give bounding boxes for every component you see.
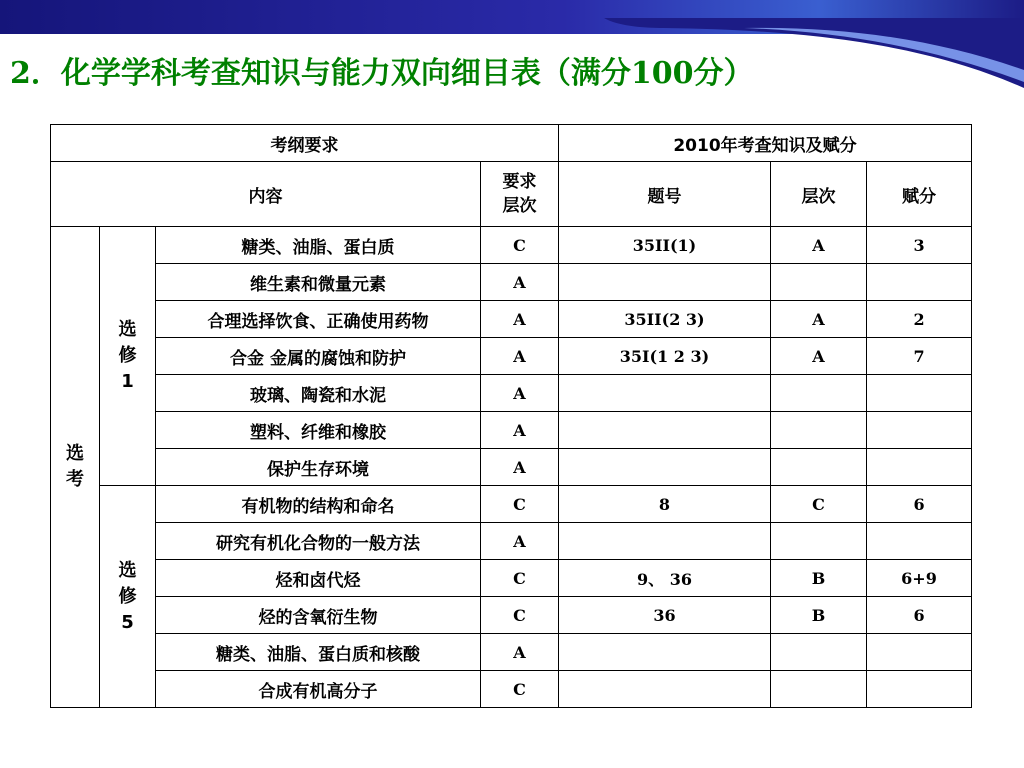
header-requirement-level-line2: 层次	[502, 196, 537, 216]
cell-content: 玻璃、陶瓷和水泥	[156, 375, 481, 412]
cell-content: 烃和卤代烃	[156, 560, 481, 597]
cell-score	[867, 412, 972, 449]
cell-level	[771, 264, 867, 301]
cell-content: 维生素和微量元素	[156, 264, 481, 301]
header-level: 层次	[771, 162, 867, 227]
table-row	[51, 671, 972, 708]
cell-content: 糖类、油脂、蛋白质	[156, 227, 481, 264]
cell-requirement: C	[481, 227, 559, 264]
cell-content: 糖类、油脂、蛋白质和核酸	[156, 634, 481, 671]
table-row	[51, 264, 972, 301]
cell-question-number: 35I(1 2 3)	[559, 338, 771, 375]
header-row-1	[51, 125, 972, 162]
header-requirement-level-line1: 要求	[502, 172, 537, 192]
cell-level	[771, 671, 867, 708]
cell-score: 6	[867, 486, 972, 523]
cell-requirement: C	[481, 671, 559, 708]
header-content: 内容	[51, 162, 481, 227]
cell-score	[867, 523, 972, 560]
cell-requirement: A	[481, 634, 559, 671]
cell-requirement: A	[481, 449, 559, 486]
table-row	[51, 375, 972, 412]
cell-question-number	[559, 264, 771, 301]
cell-question-number	[559, 412, 771, 449]
cell-requirement: A	[481, 412, 559, 449]
cell-requirement: C	[481, 597, 559, 634]
table-row	[51, 227, 972, 264]
group-label-elective-5: 选 修 5	[100, 486, 156, 708]
cell-content: 合金 金属的腐蚀和防护	[156, 338, 481, 375]
cell-question-number	[559, 375, 771, 412]
cell-score	[867, 449, 972, 486]
cell-score: 2	[867, 301, 972, 338]
cell-question-number: 35II(2 3)	[559, 301, 771, 338]
cell-requirement: A	[481, 301, 559, 338]
cell-content: 研究有机化合物的一般方法	[156, 523, 481, 560]
page-title: 2．化学学科考查知识与能力双向细目表（满分100分）	[10, 56, 754, 91]
cell-content: 塑料、纤维和橡胶	[156, 412, 481, 449]
table-row	[51, 301, 972, 338]
cell-question-number: 36	[559, 597, 771, 634]
specification-table	[50, 124, 972, 708]
cell-content: 保护生存环境	[156, 449, 481, 486]
group-label-elective-1: 选 修 1	[100, 227, 156, 486]
header-question-number: 题号	[559, 162, 771, 227]
table-row	[51, 597, 972, 634]
cell-level	[771, 634, 867, 671]
cell-level: B	[771, 560, 867, 597]
table-row	[51, 560, 972, 597]
cell-score: 6	[867, 597, 972, 634]
header-2010-exam: 2010年考查知识及赋分	[559, 125, 972, 162]
cell-score: 7	[867, 338, 972, 375]
cell-score	[867, 264, 972, 301]
cell-requirement: C	[481, 486, 559, 523]
cell-level	[771, 449, 867, 486]
header-syllabus-requirement: 考纲要求	[51, 125, 559, 162]
table-row	[51, 634, 972, 671]
cell-requirement: A	[481, 264, 559, 301]
cell-question-number: 35II(1)	[559, 227, 771, 264]
cell-score	[867, 375, 972, 412]
cell-score: 3	[867, 227, 972, 264]
cell-content: 合成有机高分子	[156, 671, 481, 708]
cell-question-number	[559, 449, 771, 486]
cell-content: 烃的含氧衍生物	[156, 597, 481, 634]
cell-level	[771, 375, 867, 412]
group-label-elective: 选 考	[51, 227, 100, 708]
header-requirement-level	[481, 162, 559, 227]
cell-score: 6+9	[867, 560, 972, 597]
table-row	[51, 412, 972, 449]
table-row	[51, 338, 972, 375]
cell-requirement: A	[481, 523, 559, 560]
cell-requirement: A	[481, 375, 559, 412]
cell-requirement: C	[481, 560, 559, 597]
cell-question-number: 9、 36	[559, 560, 771, 597]
table-row	[51, 449, 972, 486]
header-score: 赋分	[867, 162, 972, 227]
cell-level: A	[771, 227, 867, 264]
cell-level: B	[771, 597, 867, 634]
cell-score	[867, 634, 972, 671]
header-row-2	[51, 162, 972, 227]
cell-level: A	[771, 301, 867, 338]
table-row	[51, 486, 972, 523]
cell-score	[867, 671, 972, 708]
table-row	[51, 523, 972, 560]
cell-question-number: 8	[559, 486, 771, 523]
cell-level: C	[771, 486, 867, 523]
cell-question-number	[559, 634, 771, 671]
cell-question-number	[559, 671, 771, 708]
cell-content: 有机物的结构和命名	[156, 486, 481, 523]
cell-level	[771, 523, 867, 560]
cell-level: A	[771, 338, 867, 375]
cell-question-number	[559, 523, 771, 560]
cell-requirement: A	[481, 338, 559, 375]
cell-level	[771, 412, 867, 449]
cell-content: 合理选择饮食、正确使用药物	[156, 301, 481, 338]
